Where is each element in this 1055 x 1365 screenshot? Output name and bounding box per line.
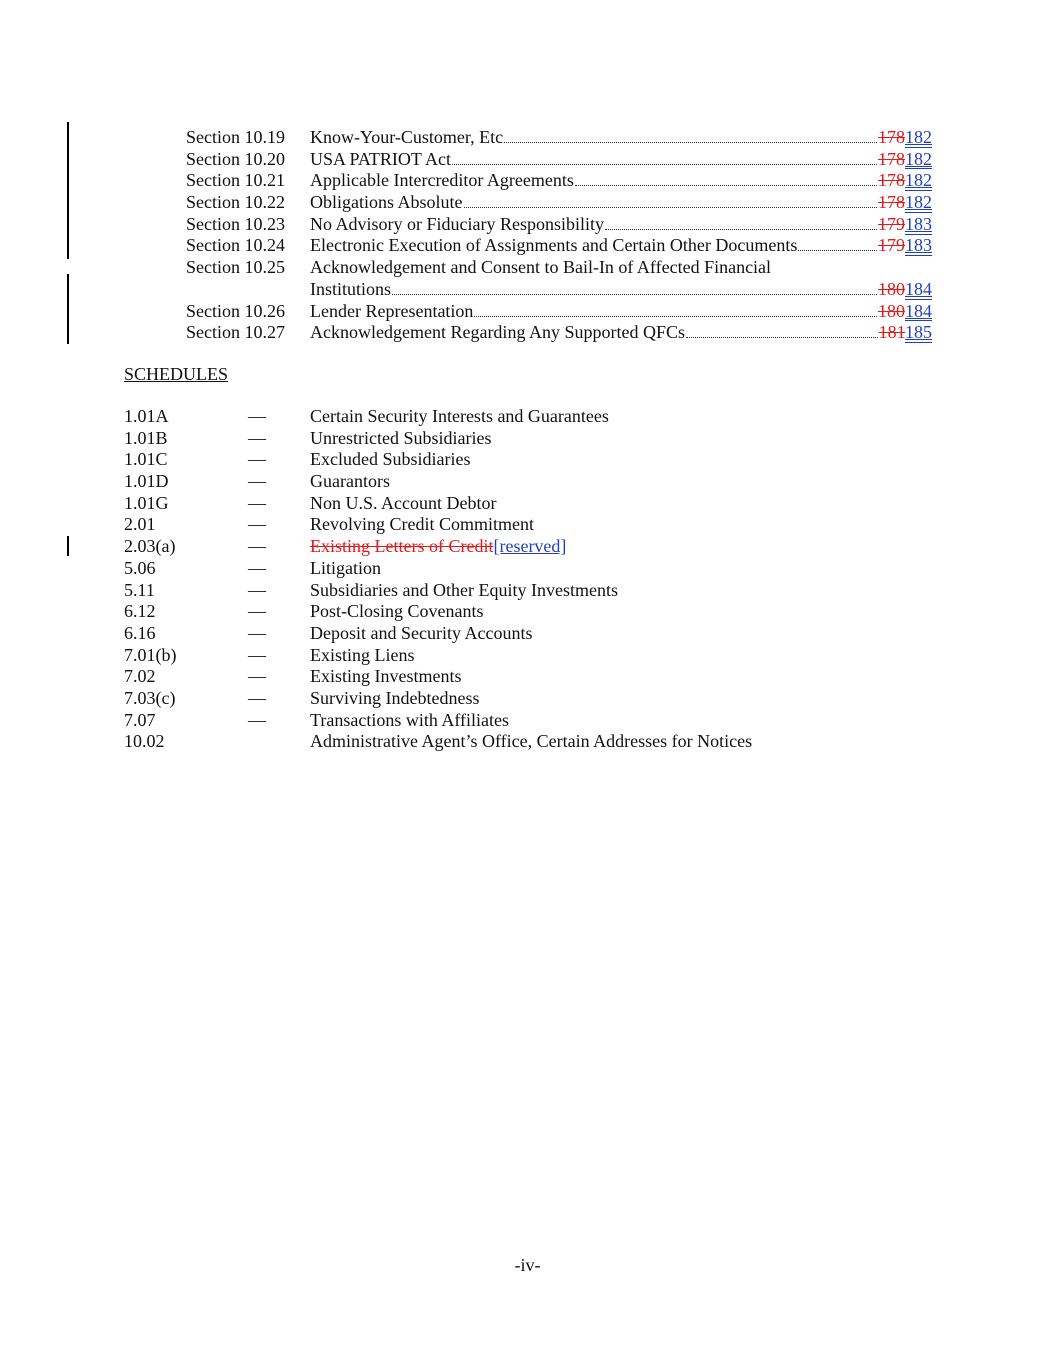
schedule-number: 6.12 (124, 601, 156, 622)
deleted-schedule-title: Existing Letters of Credit (310, 536, 494, 557)
schedule-dash: — (248, 687, 266, 708)
inserted-schedule-title[interactable]: [reserved] (493, 536, 567, 557)
change-bar (67, 122, 69, 259)
schedule-number: 1.01B (124, 427, 168, 448)
deleted-page-number: 178 (878, 170, 905, 191)
schedule-number: 6.16 (124, 622, 156, 643)
toc-entry[interactable] (186, 170, 932, 192)
schedule-item[interactable] (124, 471, 884, 493)
deleted-page-number: 181 (878, 322, 905, 343)
schedule-item[interactable] (124, 406, 884, 428)
inserted-page-number[interactable]: 185 (905, 322, 932, 343)
toc-title: Lender Representation (310, 300, 474, 321)
schedule-number: 10.02 (124, 731, 165, 752)
dot-leader (392, 294, 877, 295)
dot-leader (452, 164, 877, 165)
schedule-item[interactable] (124, 449, 884, 471)
schedule-title: Surviving Indebtedness (310, 687, 480, 708)
schedule-number: 7.01(b) (124, 644, 177, 665)
dot-leader (605, 229, 877, 230)
inserted-page-number[interactable]: 182 (905, 148, 932, 169)
schedule-title: Guarantors (310, 471, 390, 492)
schedule-item[interactable] (124, 710, 884, 732)
inserted-page-number[interactable]: 182 (905, 127, 932, 147)
toc-title: Know-Your-Customer, Etc (310, 127, 504, 147)
schedules-list (124, 406, 884, 753)
toc-title: Acknowledgement and Consent to Bail-In of Affected Financial (310, 257, 772, 278)
schedule-item[interactable] (124, 601, 884, 623)
schedule-item[interactable] (124, 493, 884, 515)
schedule-dash: — (248, 601, 266, 622)
toc-entry[interactable] (186, 235, 932, 257)
toc-section-number: Section 10.24 (186, 235, 285, 256)
schedule-item[interactable] (124, 731, 884, 753)
dot-leader (798, 250, 877, 251)
schedule-title: Administrative Agent’s Office, Certain Addresses for Notices (310, 731, 753, 752)
schedule-title: Existing Liens (310, 644, 415, 665)
schedule-title: Litigation (310, 557, 381, 578)
toc-section-number: Section 10.19 (186, 127, 285, 147)
deleted-page-number: 180 (878, 278, 905, 299)
schedule-item[interactable] (124, 645, 884, 667)
schedule-dash: — (248, 579, 266, 600)
toc-section-number: Section 10.25 (186, 257, 285, 278)
toc-entry[interactable] (186, 149, 932, 171)
toc-entry[interactable] (186, 192, 932, 214)
schedule-item[interactable] (124, 514, 884, 536)
inserted-page-number[interactable]: 183 (905, 213, 932, 234)
schedule-number: 2.01 (124, 514, 156, 535)
toc-entry[interactable] (186, 301, 932, 323)
schedule-dash: — (248, 644, 266, 665)
toc-section-number: Section 10.27 (186, 322, 285, 343)
toc-title: No Advisory or Fiduciary Responsibility (310, 213, 604, 234)
schedule-title: Revolving Credit Commitment (310, 514, 534, 535)
schedule-item[interactable] (124, 428, 884, 450)
schedule-number: 5.11 (124, 579, 155, 600)
dot-leader (474, 316, 877, 317)
deleted-page-number: 180 (878, 300, 905, 321)
schedule-dash: — (248, 536, 266, 557)
toc-section-number: Section 10.23 (186, 213, 285, 234)
page-number: -iv- (514, 1255, 541, 1275)
toc-entry[interactable] (186, 322, 932, 344)
schedule-title: Existing Investments (310, 666, 462, 687)
schedule-dash: — (248, 666, 266, 687)
toc-title-continued: Institutions (310, 278, 392, 299)
schedule-number: 7.03(c) (124, 687, 176, 708)
schedules-heading: SCHEDULES (124, 364, 229, 384)
toc-entry[interactable] (186, 214, 932, 236)
schedule-title: Certain Security Interests and Guarantees (310, 406, 609, 426)
dot-leader (504, 142, 877, 143)
inserted-page-number[interactable]: 182 (905, 170, 932, 191)
deleted-page-number: 178 (878, 192, 905, 213)
toc-entry[interactable] (186, 127, 932, 149)
dot-leader (686, 337, 878, 338)
schedule-item[interactable] (124, 623, 884, 645)
schedule-item[interactable] (124, 666, 884, 688)
schedule-number: 1.01G (124, 492, 169, 513)
schedule-dash: — (248, 406, 266, 426)
schedule-dash: — (248, 427, 266, 448)
toc-entry[interactable] (186, 257, 932, 300)
table-of-contents (186, 127, 932, 344)
toc-section-number: Section 10.20 (186, 148, 285, 169)
deleted-page-number: 179 (878, 235, 905, 256)
schedule-title: Post-Closing Covenants (310, 601, 484, 622)
schedule-dash: — (248, 709, 266, 730)
schedule-title: Transactions with Affiliates (310, 709, 509, 730)
toc-section-number: Section 10.21 (186, 170, 285, 191)
schedule-number: 7.02 (124, 666, 156, 687)
toc-section-number: Section 10.26 (186, 300, 285, 321)
toc-title: Obligations Absolute (310, 192, 463, 213)
dot-leader (575, 185, 877, 186)
toc-section-number: Section 10.22 (186, 192, 285, 213)
change-bar (67, 274, 69, 344)
schedule-item[interactable] (124, 536, 884, 558)
schedule-dash: — (248, 557, 266, 578)
schedule-title: Unrestricted Subsidiaries (310, 427, 492, 448)
schedule-number: 5.06 (124, 557, 156, 578)
schedule-dash: — (248, 514, 266, 535)
schedule-number: 2.03(a) (124, 536, 176, 557)
deleted-page-number: 178 (878, 148, 905, 169)
toc-title: Applicable Intercreditor Agreements (310, 170, 574, 191)
schedule-title: Deposit and Security Accounts (310, 622, 533, 643)
schedule-dash: — (248, 492, 266, 513)
inserted-page-number[interactable]: 184 (905, 300, 932, 321)
inserted-page-number[interactable]: 183 (905, 235, 932, 256)
schedule-item[interactable] (124, 580, 884, 602)
schedule-item[interactable] (124, 688, 884, 710)
change-bar (67, 536, 69, 556)
schedule-title: Excluded Subsidiaries (310, 449, 471, 470)
schedule-dash (248, 731, 310, 753)
schedule-dash: — (248, 471, 266, 492)
schedule-number: 1.01C (124, 449, 168, 470)
schedule-number: 1.01A (124, 406, 169, 426)
schedule-number: 7.07 (124, 709, 156, 730)
schedule-number: 1.01D (124, 471, 169, 492)
schedule-item[interactable] (124, 558, 884, 580)
dot-leader (464, 207, 878, 208)
schedule-dash: — (248, 622, 266, 643)
deleted-page-number: 179 (878, 213, 905, 234)
toc-title: Acknowledgement Regarding Any Supported QFCs (310, 322, 685, 343)
schedule-title: Subsidiaries and Other Equity Investments (310, 579, 618, 600)
toc-title: Electronic Execution of Assignments and Certain Other Documents (310, 235, 798, 256)
schedule-title: Non U.S. Account Debtor (310, 492, 497, 513)
inserted-page-number[interactable]: 182 (905, 192, 932, 213)
inserted-page-number[interactable]: 184 (905, 278, 932, 299)
deleted-page-number: 178 (878, 127, 905, 147)
schedule-dash: — (248, 449, 266, 470)
toc-title: USA PATRIOT Act (310, 148, 452, 169)
